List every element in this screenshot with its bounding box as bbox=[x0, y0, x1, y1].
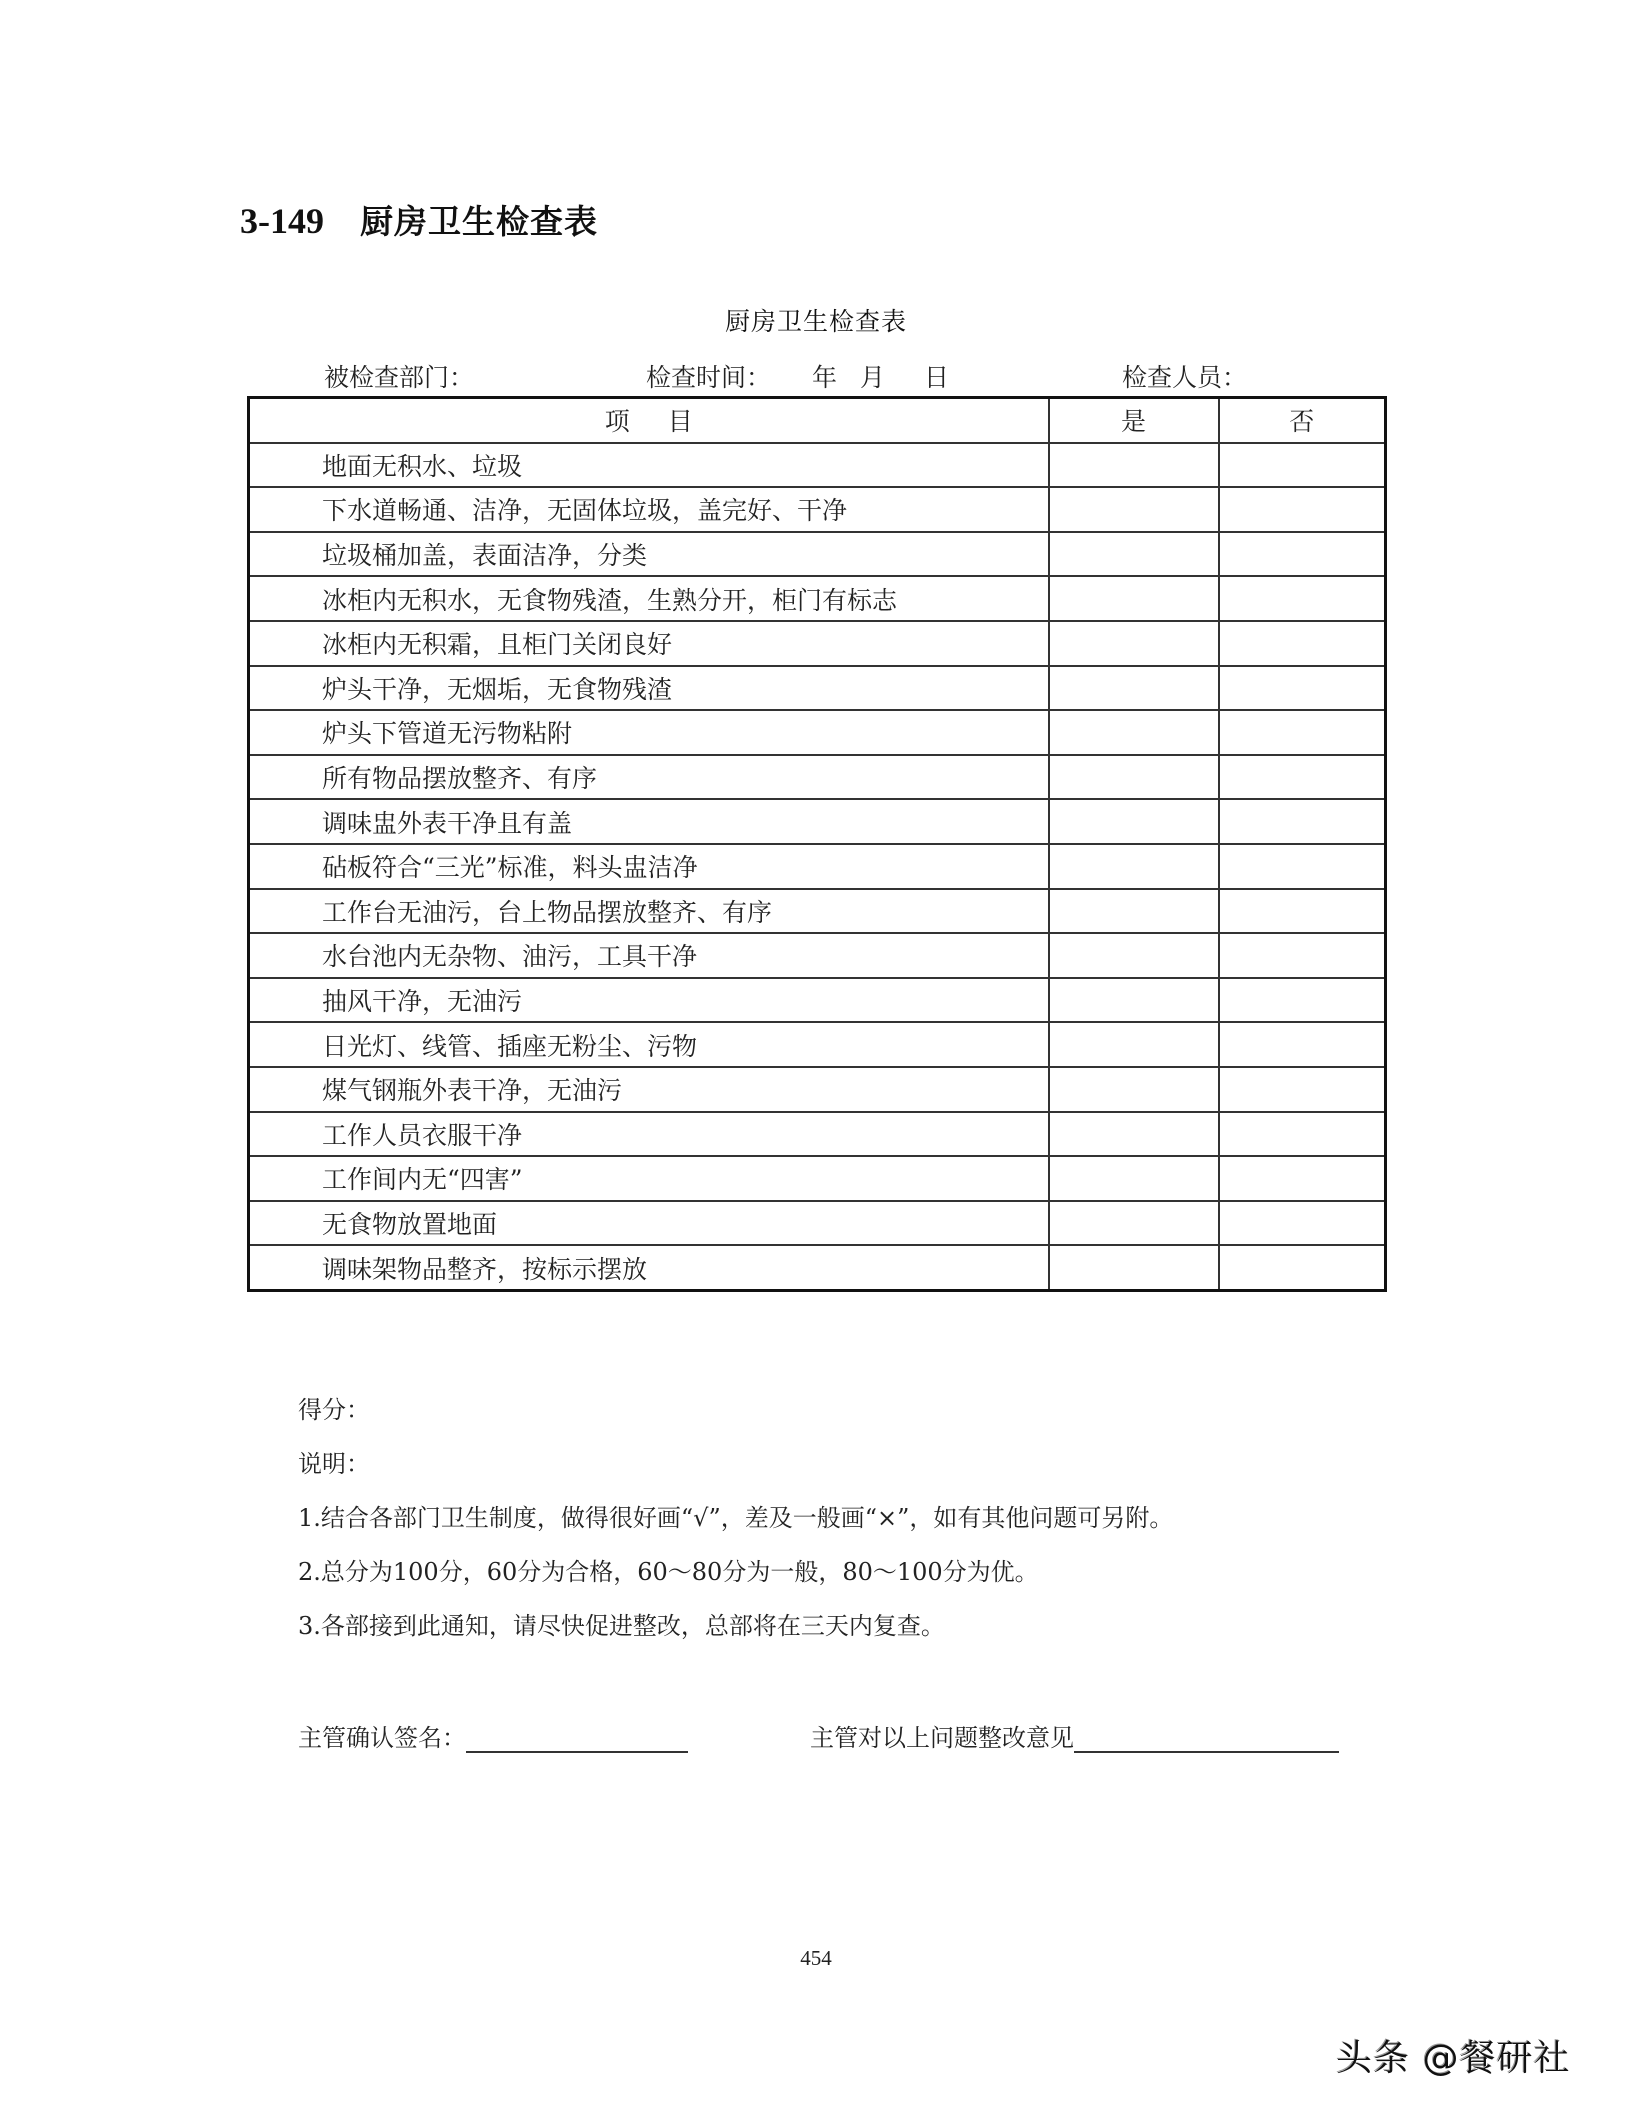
no-cell[interactable] bbox=[1219, 710, 1386, 755]
yes-cell[interactable] bbox=[1049, 443, 1219, 488]
table-row bbox=[249, 933, 1386, 978]
yes-cell[interactable] bbox=[1049, 844, 1219, 889]
table-row bbox=[249, 666, 1386, 711]
header-item: 项目 bbox=[249, 398, 1049, 443]
section-title: 厨房卫生检查表 bbox=[360, 202, 598, 241]
check-item: 工作台无油污，台上物品摆放整齐、有序 bbox=[249, 889, 1049, 934]
table-row bbox=[249, 1156, 1386, 1201]
check-item: 调味架物品整齐，按标示摆放 bbox=[249, 1245, 1049, 1290]
score-label: 得分： bbox=[298, 1396, 370, 1424]
check-item: 垃圾桶加盖，表面洁净，分类 bbox=[249, 532, 1049, 577]
yes-cell[interactable] bbox=[1049, 487, 1219, 532]
opinion-blank-line[interactable] bbox=[1074, 1725, 1339, 1753]
yes-cell[interactable] bbox=[1049, 621, 1219, 666]
supervisor-opinion-label: 主管对以上问题整改意见 bbox=[810, 1724, 1074, 1752]
note-item-2: 2.总分为100分，60分为合格，60～80分为一般，80～100分为优。 bbox=[298, 1558, 1039, 1586]
signature-blank-line[interactable] bbox=[466, 1725, 688, 1753]
check-item: 砧板符合“三光”标准，料头盅洁净 bbox=[249, 844, 1049, 889]
table-row bbox=[249, 889, 1386, 934]
no-cell[interactable] bbox=[1219, 487, 1386, 532]
yes-cell[interactable] bbox=[1049, 889, 1219, 934]
inspection-time-label: 检查时间： bbox=[646, 363, 772, 392]
check-item: 煤气钢瓶外表干净，无油污 bbox=[249, 1067, 1049, 1112]
no-cell[interactable] bbox=[1219, 755, 1386, 800]
table-row bbox=[249, 755, 1386, 800]
table-row bbox=[249, 710, 1386, 755]
section-number: 3-149 bbox=[240, 201, 324, 241]
department-label: 被检查部门： bbox=[324, 363, 475, 392]
note-item-3: 3.各部接到此通知，请尽快促进整改，总部将在三天内复查。 bbox=[298, 1612, 945, 1640]
table-row bbox=[249, 844, 1386, 889]
yes-cell[interactable] bbox=[1049, 755, 1219, 800]
checklist-table-container bbox=[247, 396, 1384, 1292]
check-item: 所有物品摆放整齐、有序 bbox=[249, 755, 1049, 800]
no-cell[interactable] bbox=[1219, 576, 1386, 621]
no-cell[interactable] bbox=[1219, 1022, 1386, 1067]
table-row bbox=[249, 576, 1386, 621]
yes-cell[interactable] bbox=[1049, 532, 1219, 577]
no-cell[interactable] bbox=[1219, 1156, 1386, 1201]
table-row bbox=[249, 621, 1386, 666]
check-item: 地面无积水、垃圾 bbox=[249, 443, 1049, 488]
yes-cell[interactable] bbox=[1049, 666, 1219, 711]
table-row bbox=[249, 978, 1386, 1023]
watermark: 头条 @餐研社 bbox=[1336, 2038, 1571, 2079]
header-yes: 是 bbox=[1049, 398, 1219, 443]
check-item: 冰柜内无积水，无食物残渣，生熟分开，柜门有标志 bbox=[249, 576, 1049, 621]
table-row bbox=[249, 1022, 1386, 1067]
no-cell[interactable] bbox=[1219, 799, 1386, 844]
header-no: 否 bbox=[1219, 398, 1386, 443]
explanation-label: 说明： bbox=[298, 1450, 370, 1478]
check-item: 炉头干净，无烟垢，无食物残渣 bbox=[249, 666, 1049, 711]
note-item-1: 1.结合各部门卫生制度，做得很好画“√”，差及一般画“×”，如有其他问题可另附。 bbox=[298, 1504, 1174, 1532]
no-cell[interactable] bbox=[1219, 1112, 1386, 1157]
table-row bbox=[249, 1201, 1386, 1246]
supervisor-signature-label: 主管确认签名： bbox=[298, 1724, 466, 1752]
no-cell[interactable] bbox=[1219, 443, 1386, 488]
no-cell[interactable] bbox=[1219, 621, 1386, 666]
no-cell[interactable] bbox=[1219, 1067, 1386, 1112]
form-title: 厨房卫生检查表 bbox=[724, 307, 907, 336]
no-cell[interactable] bbox=[1219, 933, 1386, 978]
page-heading bbox=[240, 196, 598, 243]
page-number: 454 bbox=[800, 1946, 832, 1970]
check-item: 日光灯、线管、插座无粉尘、污物 bbox=[249, 1022, 1049, 1067]
no-cell[interactable] bbox=[1219, 978, 1386, 1023]
table-row bbox=[249, 532, 1386, 577]
check-item: 工作人员衣服干净 bbox=[249, 1112, 1049, 1157]
yes-cell[interactable] bbox=[1049, 576, 1219, 621]
check-item: 水台池内无杂物、油污，工具干净 bbox=[249, 933, 1049, 978]
yes-cell[interactable] bbox=[1049, 933, 1219, 978]
yes-cell[interactable] bbox=[1049, 1245, 1219, 1290]
no-cell[interactable] bbox=[1219, 1245, 1386, 1290]
no-cell[interactable] bbox=[1219, 1201, 1386, 1246]
yes-cell[interactable] bbox=[1049, 1156, 1219, 1201]
supervisor-signature bbox=[298, 1718, 688, 1753]
no-cell[interactable] bbox=[1219, 532, 1386, 577]
supervisor-opinion bbox=[810, 1718, 1339, 1753]
table-row bbox=[249, 1067, 1386, 1112]
table-row bbox=[249, 487, 1386, 532]
check-item: 冰柜内无积霜，且柜门关闭良好 bbox=[249, 621, 1049, 666]
yes-cell[interactable] bbox=[1049, 978, 1219, 1023]
month-label: 月 bbox=[860, 363, 886, 392]
no-cell[interactable] bbox=[1219, 666, 1386, 711]
inspector-label: 检查人员： bbox=[1122, 363, 1248, 392]
yes-cell[interactable] bbox=[1049, 1201, 1219, 1246]
check-item: 抽风干净，无油污 bbox=[249, 978, 1049, 1023]
yes-cell[interactable] bbox=[1049, 1067, 1219, 1112]
yes-cell[interactable] bbox=[1049, 710, 1219, 755]
no-cell[interactable] bbox=[1219, 889, 1386, 934]
check-item: 调味盅外表干净且有盖 bbox=[249, 799, 1049, 844]
yes-cell[interactable] bbox=[1049, 1022, 1219, 1067]
yes-cell[interactable] bbox=[1049, 1112, 1219, 1157]
table-row bbox=[249, 1245, 1386, 1290]
check-item: 炉头下管道无污物粘附 bbox=[249, 710, 1049, 755]
check-item: 下水道畅通、洁净，无固体垃圾，盖完好、干净 bbox=[249, 487, 1049, 532]
table-row bbox=[249, 1112, 1386, 1157]
check-item: 工作间内无“四害” bbox=[249, 1156, 1049, 1201]
day-label: 日 bbox=[924, 363, 950, 392]
table-row bbox=[249, 443, 1386, 488]
table-row bbox=[249, 799, 1386, 844]
yes-cell[interactable] bbox=[1049, 799, 1219, 844]
table-header-row bbox=[249, 398, 1386, 443]
check-item: 无食物放置地面 bbox=[249, 1201, 1049, 1246]
no-cell[interactable] bbox=[1219, 844, 1386, 889]
year-label: 年 bbox=[812, 363, 838, 392]
checklist-table bbox=[247, 396, 1387, 1292]
